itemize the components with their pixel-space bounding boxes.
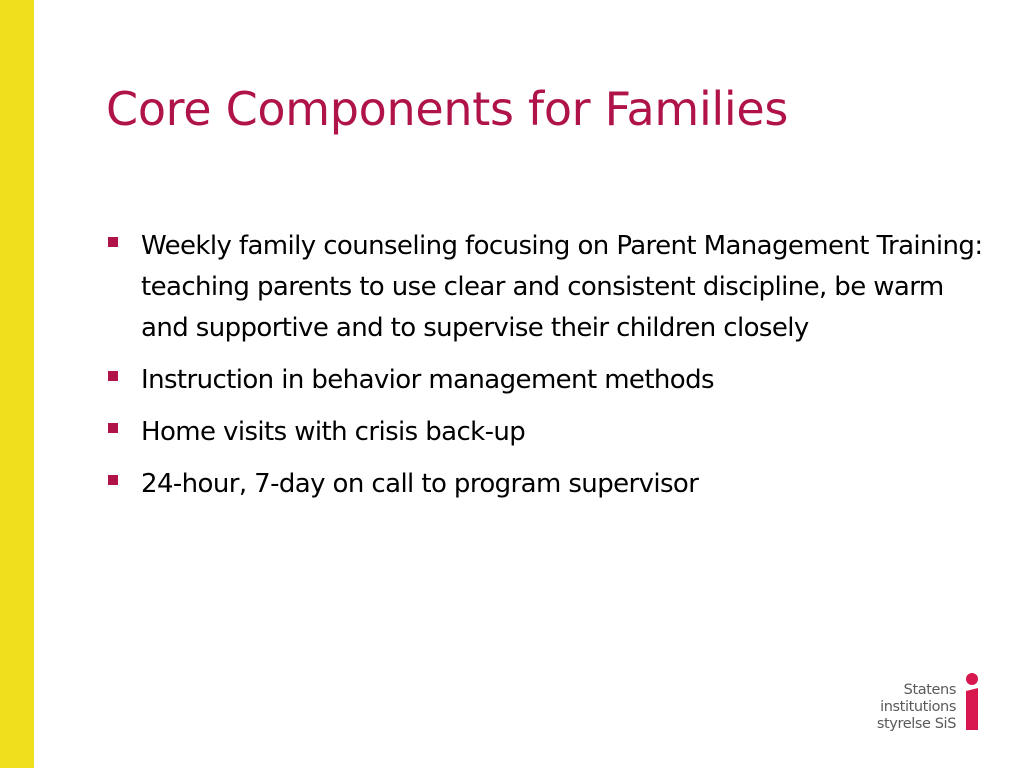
bullet-text: 24-hour, 7-day on call to program supervisor [141, 469, 699, 499]
slide-title: Core Components for Families [106, 82, 789, 136]
bullet-item [108, 464, 988, 505]
yellow-side-bar [0, 0, 34, 768]
sis-logo [874, 672, 984, 734]
bullet-list [108, 226, 988, 516]
logo-line: institutions [880, 699, 956, 715]
bullet-text: Instruction in behavior management methods [141, 365, 714, 395]
logo-text [877, 682, 956, 733]
bullet-text: Home visits with crisis back-up [141, 417, 526, 447]
square-bullet-icon [108, 475, 118, 485]
sis-i-logo-icon [962, 672, 982, 732]
bullet-text: Weekly family counseling focusing on Parent Management Training: teaching parents to use clear and consistent discipline, be warm and supportive and to supervise their children closely [141, 231, 983, 343]
bullet-item [108, 360, 988, 401]
square-bullet-icon [108, 423, 118, 433]
bullet-item [108, 226, 988, 349]
square-bullet-icon [108, 237, 118, 247]
logo-line: Statens [903, 682, 956, 698]
logo-line: styrelse SiS [876, 716, 956, 732]
bullet-item [108, 412, 988, 453]
square-bullet-icon [108, 371, 118, 381]
